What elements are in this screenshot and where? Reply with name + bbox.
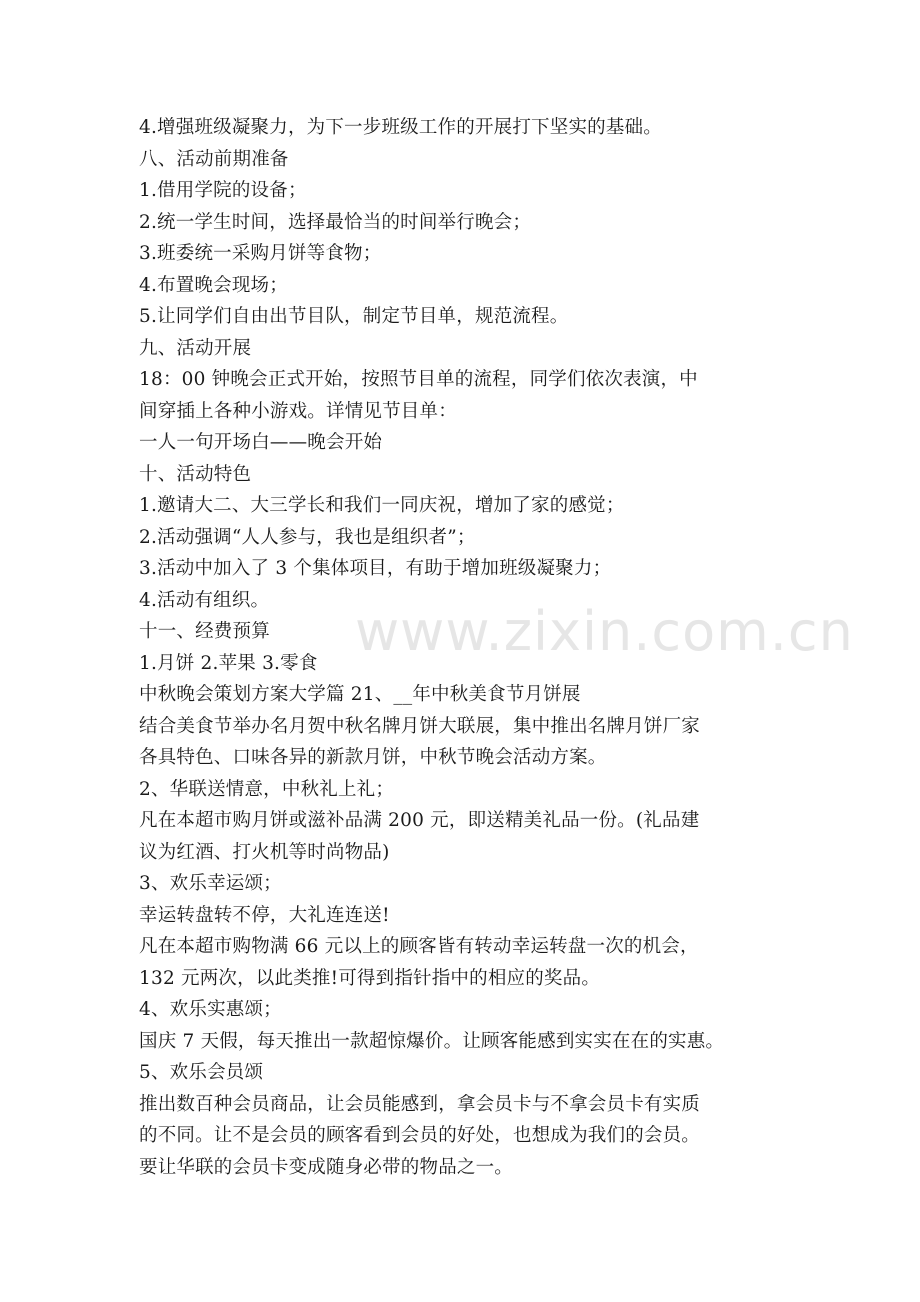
document-body xyxy=(139,112,809,1183)
text-line: 推出数百种会员商品，让会员能感到，拿会员卡与不拿会员卡有实质 xyxy=(139,1093,701,1115)
text-line: 4.活动有组织。 xyxy=(139,589,270,611)
section-heading: 十一、经费预算 xyxy=(139,621,270,642)
text-line: 132 元两次，以此类推!可得到指针指中的相应的奖品。 xyxy=(139,967,601,989)
text-line: 5.让同学们自由出节目队，制定节目单，规范流程。 xyxy=(139,306,569,327)
text-line: 凡在本超市购物满 66 元以上的顾客皆有转动幸运转盘一次的机会， xyxy=(139,936,699,957)
text-line: 结合美食节举办名月贺中秋名牌月饼大联展，集中推出名牌月饼厂家 xyxy=(139,715,701,737)
text-line: 各具特色、口味各异的新款月饼，中秋节晚会活动方案。 xyxy=(139,747,607,768)
text-line: 4.增强班级凝聚力，为下一步班级工作的开展打下坚实的基础。 xyxy=(139,117,662,138)
section-heading: 中秋晚会策划方案大学篇 21、__年中秋美食节月饼展 xyxy=(139,684,581,705)
text-line: 1.借用学院的设备； xyxy=(139,180,307,201)
text-line: 3.活动中加入了 3 个集体项目，有助于增加班级凝聚力； xyxy=(139,558,612,579)
section-heading: 十、活动特色 xyxy=(139,463,252,485)
text-line: 1.邀请大二、大三学长和我们一同庆祝，增加了家的感觉； xyxy=(139,495,625,516)
section-heading: 4、欢乐实惠颂； xyxy=(139,999,282,1020)
section-heading: 5、欢乐会员颂 xyxy=(139,1062,264,1083)
text-line: 议为红酒、打火机等时尚物品) xyxy=(139,841,390,863)
section-heading: 九、活动开展 xyxy=(139,337,252,359)
text-line: 幸运转盘转不停，大礼连连送! xyxy=(139,904,390,926)
section-heading: 八、活动前期准备 xyxy=(139,148,289,170)
watermark: www.zixin.com.cn xyxy=(355,600,854,663)
text-line: 凡在本超市购月饼或滋补品满 200 元，即送精美礼品一份。(礼品建 xyxy=(139,810,700,831)
section-heading: 2、华联送情意，中秋礼上礼； xyxy=(139,778,395,800)
text-line: 间穿插上各种小游戏。详情见节目单： xyxy=(139,400,457,422)
text-line: 2.活动强调“人人参与，我也是组织者”； xyxy=(139,526,476,548)
text-line: 的不同。让不是会员的顾客看到会员的好处，也想成为我们的会员。 xyxy=(139,1125,701,1146)
text-line: 3.班委统一采购月饼等食物； xyxy=(139,243,382,264)
section-heading: 3、欢乐幸运颂； xyxy=(139,873,282,894)
text-line: 1.月饼 2.苹果 3.零食 xyxy=(139,652,318,674)
text-line: 要让华联的会员卡变成随身必带的物品之一。 xyxy=(139,1156,514,1178)
text-line: 18：00 钟晚会正式开始，按照节目单的流程，同学们依次表演，中 xyxy=(139,369,698,390)
text-line: 4.布置晚会现场； xyxy=(139,274,288,296)
text-line: 国庆 7 天假，每天推出一款超惊爆价。让顾客能感到实实在在的实惠。 xyxy=(139,1030,725,1052)
text-line: 一人一句开场白——晚会开始 xyxy=(139,432,383,453)
text-line: 2.统一学生时间，选择最恰当的时间举行晚会； xyxy=(139,211,532,233)
